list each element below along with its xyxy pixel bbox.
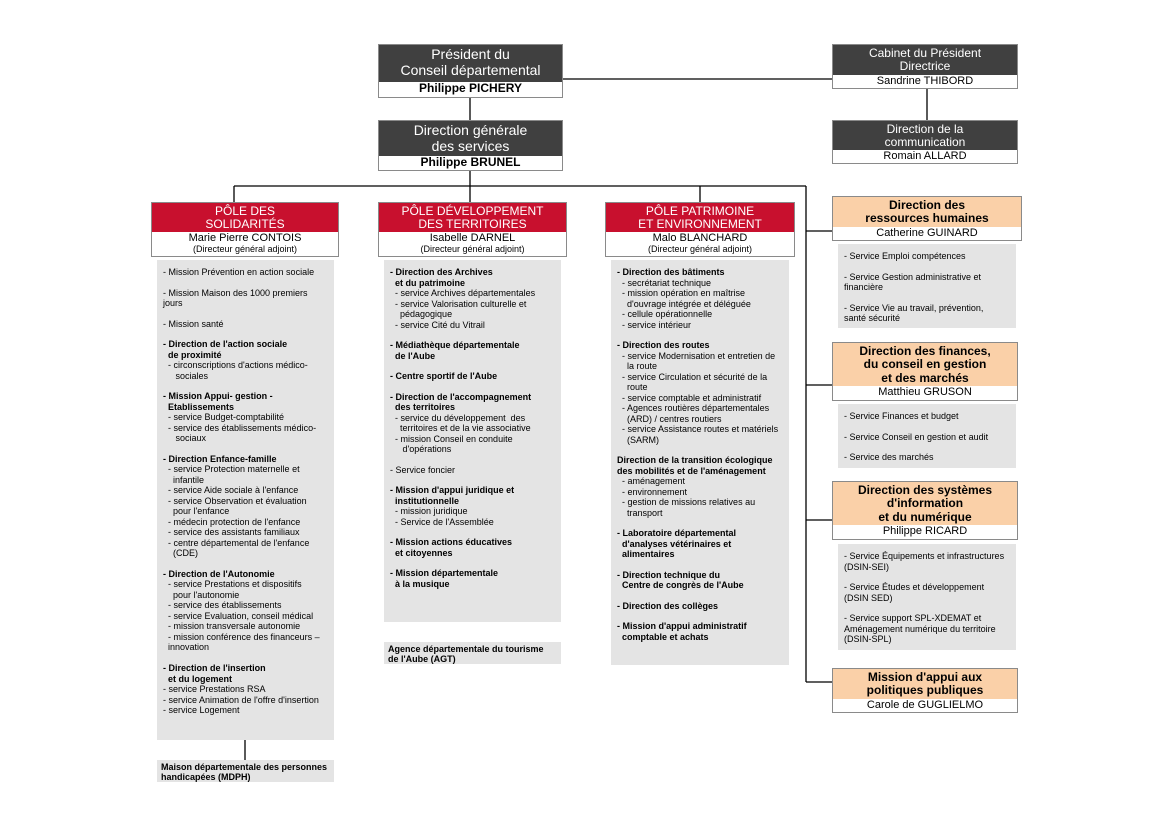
spacer: [390, 475, 556, 485]
spacer: [844, 293, 1011, 303]
direction-finances-header: [832, 342, 1018, 401]
list-item: - Service Vie au travail, prévention, santé sécurité: [844, 302, 984, 324]
pole-solidarites-title: [152, 203, 338, 232]
list-item: Direction de la transition écologique des mobilités et de l'aménagement: [617, 455, 773, 476]
communication-title-line-1: Direction de la: [886, 122, 964, 136]
cabinet-name: Sandrine THIBORD: [876, 75, 974, 87]
list-item: - gestion de missions relatives au transport: [622, 497, 756, 518]
list-item: - service des établissements: [163, 600, 282, 611]
list-item: - mission conférence des financeurs – innovation: [168, 631, 320, 653]
list-item: - aménagement: [617, 476, 686, 487]
list-item: - mission juridique: [390, 506, 468, 517]
direction-numerique-title: [833, 482, 1017, 525]
pole-solidarites-list: [157, 260, 334, 740]
list-item: - centre départemental de l'enfance (CDE): [168, 537, 310, 559]
list-item: - service Evaluation, conseil médical: [163, 610, 314, 621]
list-item: - Service de l'Assemblée: [390, 516, 494, 527]
list-item: - Direction de l'insertion et du logement: [163, 662, 266, 684]
direction-numerique-title-line-2: d'information: [886, 496, 964, 511]
spacer: [163, 309, 329, 319]
dgs-title-line-1: Direction générale: [413, 122, 528, 138]
spacer: [390, 382, 556, 392]
spacer: [390, 361, 556, 371]
list-item: - cellule opérationnelle: [617, 309, 713, 320]
list-item: - Direction de l'accompagnement des territoires: [390, 391, 532, 413]
list-item: - service Animation de l'offre d'insertion: [163, 694, 319, 705]
spacer: [390, 330, 556, 340]
pole-patrimoine-sub: (Directeur général adjoint): [647, 243, 753, 254]
president-name: Philippe PICHERY: [419, 81, 522, 95]
list-item: - service du développement des territoires et de la vie associative: [395, 412, 531, 434]
list-item: - Service Équipements et infrastructures (DSIN-SEI): [844, 551, 1005, 572]
pole-territoires-title-line-1: PÔLE DÉVELOPPEMENT: [401, 204, 544, 218]
list-item: - circonscriptions d'actions médico- sociales: [168, 360, 308, 381]
president-title-line-1: Président du: [431, 46, 510, 62]
list-item: - Mission Prévention en action sociale: [163, 267, 315, 277]
list-item: - Direction de l'action sociale de proximité: [163, 339, 288, 360]
dgs-name: Philippe BRUNEL: [420, 155, 521, 169]
pole-territoires-title: [379, 203, 566, 232]
president-box: [378, 44, 563, 98]
list-item: - service Observation et évaluation pour l'enfance: [168, 495, 307, 517]
communication-title: [833, 121, 1017, 150]
list-item: - Service foncier: [390, 464, 456, 475]
list-item: - service Protection maternelle et infantile: [168, 464, 300, 485]
list-item: - service comptable et administratif: [617, 392, 762, 403]
list-item: - Direction des routes: [617, 340, 710, 351]
cabinet-title-line-1: Cabinet du Président: [868, 46, 982, 60]
list-item: - service Circulation et sécurité de la route: [622, 371, 768, 393]
list-item: - Centre sportif de l'Aube: [390, 371, 498, 382]
direction-numerique-name: Philippe RICARD: [882, 525, 968, 537]
list-item: - service Budget-comptabilité: [163, 412, 285, 423]
mission-politiques-title-line-1: Mission d'appui aux: [867, 670, 983, 684]
direction-rh-name: Catherine GUINARD: [876, 227, 978, 239]
spacer: [163, 329, 329, 339]
direction-rh-title-line-2: ressources humaines: [865, 211, 989, 226]
list-item: - Mission actions éducatives et citoyennes: [390, 537, 513, 558]
direction-finances-title-line-1: Direction des finances,: [859, 344, 991, 358]
mission-politiques-title-line-2: politiques publiques: [866, 683, 984, 698]
pole-solidarites-name: Marie Pierre CONTOIS: [188, 232, 302, 244]
pole-solidarites-title-line-1: PÔLE DES: [214, 204, 276, 218]
communication-title-line-2: communication: [884, 135, 966, 150]
list-item: - Direction technique du Centre de congrès de l'Aube: [617, 569, 744, 591]
spacer: [844, 603, 1011, 613]
direction-rh-title: [833, 197, 1021, 227]
list-item: - Service Gestion administrative et financière: [844, 271, 982, 293]
list-item: - Service des marchés: [844, 452, 934, 463]
pole-territoires-sub: (Directeur général adjoint): [420, 243, 525, 254]
list-item: - Service Emploi compétences: [844, 251, 966, 261]
pole-patrimoine-title: [606, 203, 794, 232]
list-item: - service Archives départementales: [390, 288, 536, 299]
list-item: - Mission Appui- gestion - Etablissements: [163, 391, 273, 412]
direction-finances-list: [838, 404, 1016, 468]
list-item: - mission opération en maîtrise d'ouvrage intégrée et déléguée: [622, 288, 751, 309]
dgs-title: [379, 121, 562, 156]
agt-note: Agence départementale du tourisme de l'Aube (AGT): [384, 642, 561, 664]
list-item: - Médiathèque départementale de l'Aube: [390, 340, 520, 361]
spacer: [617, 611, 784, 621]
pole-territoires-list: [384, 260, 561, 622]
pole-solidarites-title-line-2: SOLIDARITÉS: [205, 217, 285, 232]
pole-territoires-title-line-2: DES TERRITOIRES: [418, 217, 527, 232]
spacer: [844, 572, 1011, 582]
spacer: [844, 442, 1011, 452]
spacer: [163, 381, 329, 391]
pole-patrimoine-title-line-2: ET ENVIRONNEMENT: [638, 217, 762, 232]
list-item: - service Logement: [163, 705, 240, 716]
dgs-box: [378, 120, 563, 171]
list-item: - service Valorisation culturelle et pédagogique: [395, 298, 527, 320]
spacer: [163, 559, 329, 569]
direction-numerique-title-line-3: et du numérique: [878, 509, 972, 524]
list-item: - Service Études et développement (DSIN SED): [844, 582, 985, 603]
president-title: [379, 45, 562, 82]
spacer: [617, 518, 784, 528]
list-item: - mission transversale autonomie: [163, 621, 301, 632]
direction-rh-header: [832, 196, 1022, 241]
cabinet-title-line-2: Directrice: [899, 59, 951, 74]
list-item: - Mission d'appui administratif comptable et achats: [617, 621, 747, 642]
list-item: - service des assistants familiaux: [163, 527, 300, 538]
direction-finances-title-line-3: et des marchés: [881, 370, 969, 385]
list-item: - Agences routières départementales (ARD) / centres routiers: [622, 403, 770, 424]
direction-finances-title-line-2: du conseil en gestion: [863, 357, 987, 372]
list-item: - service des établissements médico- sociaux: [168, 422, 317, 444]
list-item: - Mission d'appui juridique et institutionnelle: [390, 485, 515, 506]
list-item: - médecin protection de l'enfance: [163, 516, 301, 527]
list-item: - Mission Maison des 1000 premiers jours: [163, 287, 308, 309]
list-item: - secrétariat technique: [617, 277, 712, 288]
communication-box: [832, 120, 1018, 164]
list-item: - Direction des bâtiments: [617, 267, 725, 277]
communication-name: Romain ALLARD: [883, 150, 967, 162]
list-item: - Service Finances et budget: [844, 411, 959, 421]
list-item: - service Cité du Vitrail: [390, 319, 485, 330]
list-item: - Direction Enfance-famille: [163, 453, 277, 464]
spacer: [163, 278, 329, 288]
pole-territoires-name: Isabelle DARNEL: [429, 232, 516, 244]
list-item: - service Modernisation et entretien de la route: [622, 350, 776, 372]
spacer: [390, 558, 556, 568]
spacer: [163, 444, 329, 454]
direction-numerique-header: [832, 481, 1018, 540]
direction-finances-name: Matthieu GRUSON: [878, 386, 972, 398]
direction-numerique-title-line-1: Direction des systèmes: [857, 483, 993, 497]
pole-solidarites-sub: (Directeur général adjoint): [192, 243, 298, 254]
spacer: [617, 560, 784, 570]
spacer: [617, 330, 784, 340]
list-item: - service intérieur: [617, 319, 692, 330]
spacer: [390, 455, 556, 465]
cabinet-box: [832, 44, 1018, 89]
mission-politiques-name: Carole de GUGLIELMO: [866, 699, 984, 711]
direction-finances-title: [833, 343, 1017, 386]
spacer: [844, 422, 1011, 432]
president-title-line-2: Conseil départemental: [400, 61, 541, 78]
list-item: - service Assistance routes et matériels (SARM): [622, 424, 779, 445]
pole-patrimoine-list: [611, 260, 789, 665]
mission-politiques-title: [833, 669, 1017, 699]
list-item: - Service Conseil en gestion et audit: [844, 431, 989, 442]
spacer: [844, 262, 1011, 272]
list-item: - service Aide sociale à l'enfance: [163, 485, 299, 496]
pole-territoires-header: [378, 202, 567, 257]
list-item: - service Prestations RSA: [163, 684, 266, 695]
spacer: [617, 591, 784, 601]
direction-numerique-list: [838, 544, 1016, 650]
pole-patrimoine-name: Malo BLANCHARD: [652, 232, 748, 244]
direction-rh-title-line-1: Direction des: [888, 198, 966, 212]
spacer: [163, 653, 329, 663]
list-item: - Direction des collèges: [617, 600, 719, 611]
pole-patrimoine-header: [605, 202, 795, 257]
list-item: - mission Conseil en conduite d'opérations: [395, 433, 513, 455]
cabinet-title: [833, 45, 1017, 75]
list-item: - Service support SPL-XDEMAT et Aménagement numérique du territoire (DSIN-SPL): [844, 613, 996, 645]
list-item: - Laboratoire départemental d'analyses vétérinaires et alimentaires: [617, 528, 737, 560]
mdph-note: Maison départementale des personnes handicapées (MDPH): [157, 760, 334, 782]
spacer: [617, 445, 784, 455]
dgs-title-line-2: des services: [431, 137, 510, 154]
direction-rh-list: [838, 244, 1016, 328]
spacer: [390, 527, 556, 537]
pole-patrimoine-title-line-1: PÔLE PATRIMOINE: [645, 204, 755, 218]
list-item: - service Prestations et dispositifs pour l'autonomie: [168, 579, 302, 600]
list-item: - environnement: [617, 486, 688, 497]
mission-politiques-header: [832, 668, 1018, 713]
list-item: - Direction de l'Autonomie: [163, 568, 275, 579]
list-item: - Mission santé: [163, 318, 224, 329]
list-item: - Direction des Archives et du patrimoine: [390, 267, 493, 288]
list-item: - Mission départementale à la musique: [390, 568, 499, 589]
pole-solidarites-header: [151, 202, 339, 257]
